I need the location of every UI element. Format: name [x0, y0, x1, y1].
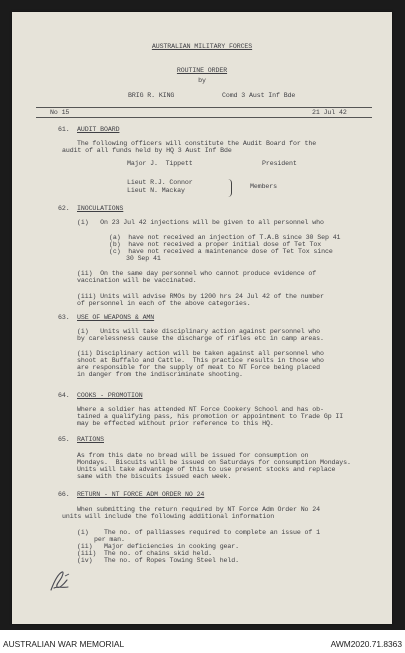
body-line: per man.	[94, 536, 125, 543]
board-member: Major J. Tippett	[127, 160, 193, 167]
order-date: 21 Jul 42	[312, 109, 347, 116]
body-line: (iii) Units will advise RMOs by 1200 hrs 24 Jul 42 of the number	[77, 293, 324, 300]
body-line: (b) have not received a proper initial dose of Tet Tox	[109, 241, 322, 248]
body-line: The following officers will constitute the Audit Board for the	[77, 140, 317, 147]
section-title: COOKS - PROMOTION	[77, 392, 143, 399]
source-label: AUSTRALIAN WAR MEMORIAL	[3, 639, 125, 649]
header-rule-top	[36, 107, 372, 108]
doc-type-heading: ROUTINE ORDER	[176, 67, 228, 74]
body-line: in danger from the indiscriminate shooting.	[77, 371, 243, 378]
body-line: (i) The no. of palliasses required to complete an issue of 1	[77, 529, 320, 536]
body-line: Where a soldier has attended NT Force Cookery School and has ob-	[77, 406, 324, 413]
body-line: by carelessness cause the discharge of rifles etc in camp areas.	[77, 335, 324, 342]
body-line: (i) Units will take disciplinary action against personnel who	[77, 328, 320, 335]
handwritten-signature-icon	[48, 568, 74, 599]
body-line: 30 Sep 41	[126, 255, 161, 262]
body-line: (a) have not received an injection of T.A.B since 30 Sep 41	[109, 234, 341, 241]
body-line: (iv) The no. of Ropes Towing Steel held.	[77, 557, 239, 564]
board-member: Lieut R.J. Connor	[127, 179, 193, 186]
archive-footer	[0, 630, 405, 653]
body-line: As from this date no bread will be issued for consumption on	[77, 452, 309, 459]
command: Comd 3 Aust Inf Bde	[222, 92, 296, 99]
section-title: AUDIT BOARD	[77, 126, 120, 133]
section-title: USE OF WEAPONS & AMN	[77, 314, 155, 321]
section-title: INOCULATIONS	[77, 205, 124, 212]
body-line: (ii) Major deficiencies in cooking gear.	[77, 543, 239, 550]
body-line: vaccination will be vaccinated.	[77, 277, 197, 284]
org-heading: AUSTRALIAN MILITARY FORCES	[151, 43, 253, 50]
section-title: RATIONS	[77, 436, 104, 443]
section-number: 65.	[58, 436, 70, 443]
header-rule-bottom	[36, 117, 372, 118]
body-line: shoot at Buffalo and Cattle. This practice results in those who	[77, 357, 324, 364]
order-number: No 15	[50, 109, 70, 116]
members-brace	[227, 179, 232, 197]
by-label: by	[198, 77, 206, 84]
section-number: 64.	[58, 392, 70, 399]
body-line: (i) On 23 Jul 42 injections will be given to all personnel who	[77, 219, 324, 226]
body-line: (ii) Disciplinary action will be taken against all personnel who	[77, 350, 324, 357]
body-line: tained a qualifying pass, his promotion or appointment to Trade Gp II	[77, 413, 344, 420]
body-line: units will include the following additional information	[62, 513, 275, 520]
section-number: 62.	[58, 205, 70, 212]
section-number: 66.	[58, 491, 70, 498]
body-line: When submitting the return required by NT Force Adm Order No 24	[77, 506, 320, 513]
accession-number: AWM2020.71.8363	[330, 639, 402, 649]
body-line: of personnel in each of the above categories.	[77, 300, 251, 307]
body-line: same with the biscuits issued each week.	[77, 473, 232, 480]
body-line: (ii) On the same day personnel who cannot produce evidence of	[77, 270, 317, 277]
section-number: 63.	[58, 314, 70, 321]
document-page	[12, 12, 392, 624]
body-line: (c) have not received a maintenance dose of Tet Tox since	[109, 248, 333, 255]
body-line: may be effected without prior reference to this HQ.	[77, 420, 274, 427]
author: BRIG R. KING	[128, 92, 175, 99]
board-role: Members	[250, 183, 277, 190]
body-line: Mondays. Biscuits will be issued on Saturdays for consumption Mondays.	[77, 459, 351, 466]
board-member: Lieut N. Mackay	[127, 187, 185, 194]
section-number: 61.	[58, 126, 70, 133]
body-line: are responsible for the supply of meat to NT Force being placed	[77, 364, 320, 371]
body-line: audit of all funds held by HQ 3 Aust Inf Bde	[62, 147, 232, 154]
body-line: (iii) The no. of chains skid held.	[77, 550, 212, 557]
section-title: RETURN - NT FORCE ADM ORDER NO 24	[77, 491, 205, 498]
board-role: President	[262, 160, 297, 167]
body-line: Units will take advantage of this to use present stocks and replace	[77, 466, 336, 473]
